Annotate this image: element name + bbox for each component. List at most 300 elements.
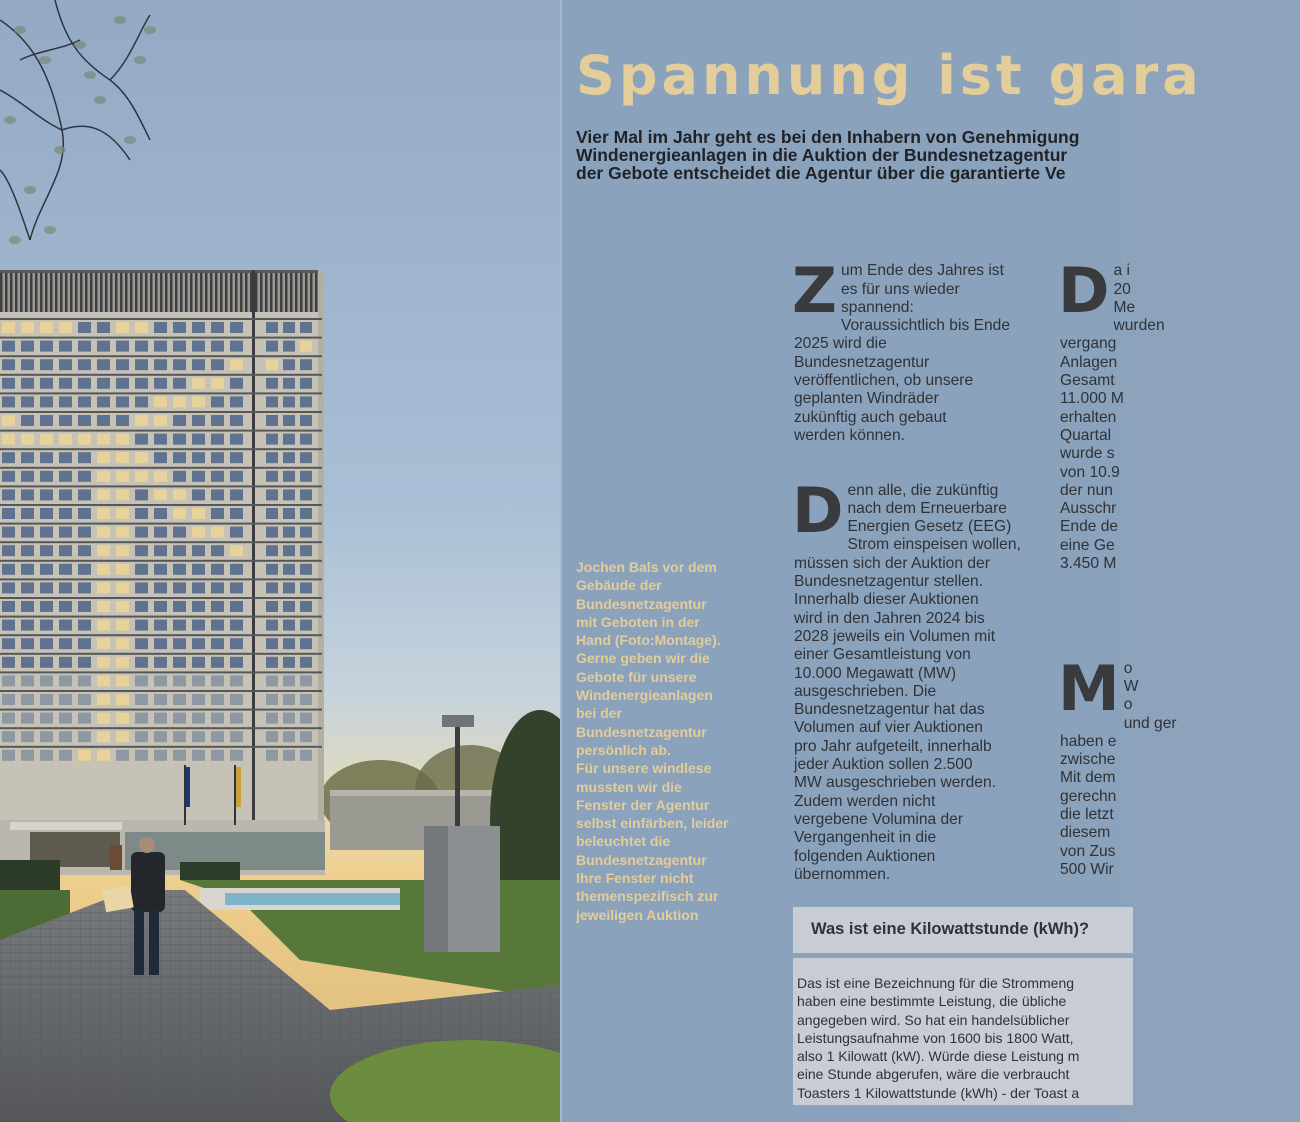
window bbox=[59, 657, 72, 668]
window bbox=[97, 359, 110, 370]
window bbox=[78, 452, 91, 463]
window-lintel bbox=[0, 578, 322, 580]
window-lintel bbox=[0, 392, 322, 394]
window bbox=[192, 582, 205, 593]
window bbox=[116, 359, 129, 370]
window-lintel bbox=[0, 485, 322, 487]
window bbox=[266, 564, 278, 575]
window bbox=[211, 322, 224, 333]
window bbox=[230, 415, 243, 426]
window bbox=[283, 508, 295, 519]
window bbox=[40, 750, 53, 761]
window bbox=[300, 545, 312, 556]
leaf-cluster bbox=[44, 226, 56, 234]
window bbox=[78, 731, 91, 742]
window bbox=[21, 638, 34, 649]
window bbox=[266, 750, 278, 761]
leaf-cluster bbox=[144, 26, 156, 34]
window bbox=[300, 750, 312, 761]
dropcap: M bbox=[1058, 651, 1120, 725]
window bbox=[40, 713, 53, 724]
window bbox=[59, 359, 72, 370]
window bbox=[135, 396, 148, 407]
lit-window bbox=[135, 452, 148, 463]
window bbox=[78, 675, 91, 686]
window bbox=[21, 527, 34, 538]
window bbox=[173, 638, 186, 649]
window bbox=[211, 471, 224, 482]
window bbox=[154, 564, 167, 575]
window bbox=[21, 545, 34, 556]
window bbox=[173, 694, 186, 705]
lit-window bbox=[266, 359, 278, 370]
window bbox=[78, 527, 91, 538]
window bbox=[192, 694, 205, 705]
window bbox=[300, 638, 312, 649]
window bbox=[300, 359, 312, 370]
window bbox=[40, 415, 53, 426]
window bbox=[230, 527, 243, 538]
window bbox=[211, 359, 224, 370]
window bbox=[230, 582, 243, 593]
window bbox=[283, 396, 295, 407]
window bbox=[266, 508, 278, 519]
lit-window bbox=[97, 657, 110, 668]
lit-window bbox=[97, 675, 110, 686]
window bbox=[59, 638, 72, 649]
lit-window bbox=[97, 750, 110, 761]
window bbox=[97, 415, 110, 426]
window bbox=[173, 545, 186, 556]
window bbox=[266, 452, 278, 463]
window bbox=[173, 620, 186, 631]
lit-window bbox=[116, 638, 129, 649]
window bbox=[135, 489, 148, 500]
leaf-cluster bbox=[84, 71, 96, 79]
infobox-text: Das ist eine Bezeichnung für die Strommeng haben eine bestimmte Leistung, die übliche angegeben wird. So hat ein handelsüblicher Leistungsaufnahme von 1600 bis 1800 Watt, also 1 Kilowatt (kW). Würde diese Leistung m eine Stunde abgerufen, wäre die verbraucht Toasters 1 Kilowattstunde (kWh) - der Toast a bbox=[797, 975, 1080, 1101]
window bbox=[154, 545, 167, 556]
window bbox=[173, 582, 186, 593]
window bbox=[300, 396, 312, 407]
window bbox=[116, 378, 129, 389]
photo-caption: Jochen Bals vor dem Gebäude der Bundesnetzagentur mit Geboten in der Hand (Foto:Montage). Gerne geben wir die Gebote für unsere Windenergieanlagen bei der Bundesnetzagentur persönlich ab. Für unsere windlese mussten wir die Fenster der Agentur selbst einfärben, leider beleuchtet die Bundesnetzagentur Ihre Fenster nicht themenspezifisch zur jeweiligen Auktion bbox=[576, 559, 729, 923]
window bbox=[78, 378, 91, 389]
window bbox=[59, 508, 72, 519]
window bbox=[59, 378, 72, 389]
window bbox=[283, 564, 295, 575]
window bbox=[211, 675, 224, 686]
leaf-cluster bbox=[114, 16, 126, 24]
lit-window bbox=[97, 489, 110, 500]
window bbox=[266, 731, 278, 742]
leaf-cluster bbox=[39, 56, 51, 64]
window-lintel bbox=[0, 523, 322, 525]
window bbox=[59, 396, 72, 407]
window bbox=[21, 694, 34, 705]
window-lintel bbox=[0, 541, 322, 543]
window bbox=[154, 638, 167, 649]
lit-window bbox=[97, 601, 110, 612]
window bbox=[78, 582, 91, 593]
window bbox=[154, 620, 167, 631]
window bbox=[59, 452, 72, 463]
lit-window bbox=[40, 434, 53, 445]
window bbox=[40, 545, 53, 556]
leaf-cluster bbox=[4, 116, 16, 124]
window bbox=[78, 508, 91, 519]
lit-window bbox=[116, 694, 129, 705]
window bbox=[154, 582, 167, 593]
window bbox=[211, 750, 224, 761]
window bbox=[283, 713, 295, 724]
window bbox=[211, 341, 224, 352]
window bbox=[154, 434, 167, 445]
leaf-cluster bbox=[14, 26, 26, 34]
window bbox=[211, 489, 224, 500]
body-column-1 bbox=[794, 244, 1034, 902]
window bbox=[283, 359, 295, 370]
window bbox=[2, 694, 15, 705]
window bbox=[21, 396, 34, 407]
window bbox=[40, 731, 53, 742]
window bbox=[173, 750, 186, 761]
window bbox=[266, 582, 278, 593]
window bbox=[230, 713, 243, 724]
window bbox=[97, 341, 110, 352]
window bbox=[300, 508, 312, 519]
paragraph-text: um Ende des Jahres ist es für uns wieder spannend: Voraussichtlich bis Ende 2025 wird die Bundesnetzagentur veröffentlichen, ob unsere geplanten Windräder zukünftig auch gebaut werden können. bbox=[794, 262, 1010, 444]
lit-window bbox=[116, 322, 129, 333]
body-paragraph bbox=[1060, 641, 1300, 879]
window-lintel bbox=[0, 411, 322, 413]
lit-window bbox=[59, 434, 72, 445]
lit-window bbox=[154, 471, 167, 482]
window bbox=[116, 396, 129, 407]
lit-window bbox=[2, 415, 15, 426]
leaf-cluster bbox=[124, 136, 136, 144]
window bbox=[192, 564, 205, 575]
window bbox=[300, 694, 312, 705]
window bbox=[135, 638, 148, 649]
window bbox=[192, 415, 205, 426]
window bbox=[283, 415, 295, 426]
window bbox=[300, 582, 312, 593]
lit-window bbox=[230, 545, 243, 556]
window bbox=[192, 341, 205, 352]
lit-window bbox=[97, 527, 110, 538]
window bbox=[40, 601, 53, 612]
window bbox=[266, 694, 278, 705]
window bbox=[78, 657, 91, 668]
window bbox=[154, 750, 167, 761]
paragraph-text: o W o und ger haben e zwische Mit dem gerechn die letzt diesem von Zus 500 Wir bbox=[1060, 659, 1177, 878]
window-lintel bbox=[0, 430, 322, 432]
window bbox=[266, 620, 278, 631]
window bbox=[2, 452, 15, 463]
window bbox=[2, 675, 15, 686]
window bbox=[2, 620, 15, 631]
window bbox=[192, 601, 205, 612]
window bbox=[230, 601, 243, 612]
window bbox=[21, 601, 34, 612]
window bbox=[40, 638, 53, 649]
window bbox=[266, 396, 278, 407]
window bbox=[97, 396, 110, 407]
window bbox=[192, 620, 205, 631]
lit-window bbox=[116, 564, 129, 575]
window bbox=[211, 620, 224, 631]
window bbox=[59, 713, 72, 724]
window bbox=[59, 601, 72, 612]
window bbox=[173, 341, 186, 352]
window bbox=[266, 527, 278, 538]
lit-window bbox=[97, 508, 110, 519]
lit-window bbox=[116, 731, 129, 742]
lit-window bbox=[116, 657, 129, 668]
window bbox=[266, 601, 278, 612]
window bbox=[211, 508, 224, 519]
window bbox=[135, 582, 148, 593]
window bbox=[59, 489, 72, 500]
window bbox=[135, 359, 148, 370]
window bbox=[192, 638, 205, 649]
lit-window bbox=[97, 471, 110, 482]
window bbox=[230, 341, 243, 352]
lit-window bbox=[173, 396, 186, 407]
window bbox=[211, 396, 224, 407]
window bbox=[211, 564, 224, 575]
lit-window bbox=[78, 750, 91, 761]
window bbox=[211, 657, 224, 668]
window bbox=[283, 378, 295, 389]
window bbox=[2, 545, 15, 556]
window bbox=[116, 341, 129, 352]
window bbox=[230, 638, 243, 649]
window bbox=[192, 489, 205, 500]
window bbox=[40, 396, 53, 407]
window bbox=[78, 694, 91, 705]
window bbox=[266, 434, 278, 445]
window bbox=[283, 545, 295, 556]
window bbox=[2, 601, 15, 612]
window bbox=[266, 713, 278, 724]
window bbox=[2, 359, 15, 370]
window bbox=[59, 564, 72, 575]
window bbox=[40, 657, 53, 668]
window bbox=[135, 545, 148, 556]
lit-window bbox=[78, 434, 91, 445]
window bbox=[154, 322, 167, 333]
window bbox=[21, 489, 34, 500]
leaf-cluster bbox=[134, 56, 146, 64]
window bbox=[192, 452, 205, 463]
window bbox=[59, 750, 72, 761]
window bbox=[300, 657, 312, 668]
window bbox=[78, 601, 91, 612]
lit-window bbox=[300, 341, 312, 352]
window bbox=[2, 508, 15, 519]
lit-window bbox=[135, 415, 148, 426]
window bbox=[192, 471, 205, 482]
window bbox=[300, 471, 312, 482]
window bbox=[300, 731, 312, 742]
window bbox=[2, 527, 15, 538]
window bbox=[173, 359, 186, 370]
lit-window bbox=[230, 359, 243, 370]
window bbox=[135, 527, 148, 538]
window bbox=[116, 750, 129, 761]
article-page bbox=[562, 0, 1203, 1122]
window-lintel bbox=[0, 560, 322, 562]
window-lintel bbox=[0, 690, 322, 692]
window bbox=[78, 545, 91, 556]
window-lintel bbox=[0, 653, 322, 655]
window bbox=[154, 657, 167, 668]
window bbox=[2, 713, 15, 724]
window bbox=[78, 471, 91, 482]
window bbox=[2, 489, 15, 500]
window bbox=[2, 341, 15, 352]
window bbox=[40, 694, 53, 705]
window bbox=[21, 508, 34, 519]
window bbox=[266, 489, 278, 500]
window bbox=[300, 452, 312, 463]
window bbox=[192, 545, 205, 556]
lit-window bbox=[116, 601, 129, 612]
window bbox=[59, 620, 72, 631]
window bbox=[173, 675, 186, 686]
window bbox=[283, 582, 295, 593]
lit-window bbox=[116, 713, 129, 724]
window bbox=[266, 657, 278, 668]
window bbox=[21, 713, 34, 724]
window bbox=[300, 620, 312, 631]
window bbox=[300, 378, 312, 389]
window bbox=[2, 582, 15, 593]
window bbox=[59, 341, 72, 352]
lit-window bbox=[21, 322, 34, 333]
window bbox=[78, 415, 91, 426]
window bbox=[300, 489, 312, 500]
paragraph-text: enn alle, die zukünftig nach dem Erneuerbare Energien Gesetz (EEG) Strom einspeisen wollen, müssen sich der Auktion der Bundesnetzagentur stellen. Innerhalb dieser Auktionen wird in den Jahren 2024 bis 2028 jeweils ein Volumen mit einer Gesamtleistung von 10.000 Megawatt (MW) ausgeschrieben. Die Bundesnetzagentur hat das Volumen auf vier Auktionen pro Jahr aufgeteilt, innerhalb jeder Auktion sollen 2.500 MW ausgeschrieben werden. Zudem werden nicht vergebene Volumina der Vergangenheit in die folgenden Auktionen übernommen. bbox=[794, 481, 1021, 883]
window bbox=[135, 601, 148, 612]
window bbox=[283, 638, 295, 649]
window bbox=[2, 657, 15, 668]
window bbox=[266, 415, 278, 426]
body-column-2 bbox=[1060, 244, 1300, 897]
window bbox=[78, 396, 91, 407]
window bbox=[59, 527, 72, 538]
window bbox=[211, 434, 224, 445]
lit-window bbox=[97, 713, 110, 724]
window bbox=[135, 657, 148, 668]
window bbox=[40, 527, 53, 538]
lit-window bbox=[135, 322, 148, 333]
window bbox=[192, 359, 205, 370]
window bbox=[283, 434, 295, 445]
window bbox=[266, 545, 278, 556]
infobox-title: Was ist eine Kilowattstunde (kWh)? bbox=[811, 920, 1090, 938]
window bbox=[266, 471, 278, 482]
window bbox=[173, 601, 186, 612]
window bbox=[283, 731, 295, 742]
leaf-cluster bbox=[24, 186, 36, 194]
window-lintel bbox=[0, 318, 322, 320]
lit-window bbox=[116, 489, 129, 500]
window bbox=[135, 620, 148, 631]
lit-window bbox=[211, 378, 224, 389]
window bbox=[21, 378, 34, 389]
window bbox=[40, 378, 53, 389]
lit-window bbox=[116, 471, 129, 482]
window bbox=[230, 471, 243, 482]
body-paragraph bbox=[794, 244, 1034, 445]
window bbox=[40, 675, 53, 686]
lit-window bbox=[116, 620, 129, 631]
window bbox=[211, 731, 224, 742]
leaf-cluster bbox=[94, 96, 106, 104]
window bbox=[192, 657, 205, 668]
window bbox=[300, 713, 312, 724]
window bbox=[135, 508, 148, 519]
window bbox=[154, 378, 167, 389]
window bbox=[40, 620, 53, 631]
window bbox=[173, 471, 186, 482]
window bbox=[173, 415, 186, 426]
window bbox=[21, 675, 34, 686]
window bbox=[266, 675, 278, 686]
window-lintel bbox=[0, 671, 322, 673]
lit-window bbox=[192, 396, 205, 407]
window bbox=[283, 657, 295, 668]
window bbox=[173, 731, 186, 742]
window bbox=[173, 378, 186, 389]
window bbox=[135, 713, 148, 724]
window bbox=[154, 359, 167, 370]
window bbox=[135, 750, 148, 761]
window bbox=[300, 675, 312, 686]
window-lintel bbox=[0, 616, 322, 618]
window bbox=[154, 527, 167, 538]
window bbox=[40, 359, 53, 370]
window-lintel bbox=[0, 709, 322, 711]
photo-scene bbox=[0, 0, 561, 1122]
window-lintel bbox=[0, 727, 322, 729]
window bbox=[211, 601, 224, 612]
window bbox=[300, 564, 312, 575]
window-lintel bbox=[0, 448, 322, 450]
window bbox=[211, 452, 224, 463]
window bbox=[78, 489, 91, 500]
lit-window bbox=[173, 508, 186, 519]
window bbox=[154, 452, 167, 463]
window bbox=[230, 620, 243, 631]
window bbox=[192, 434, 205, 445]
window-lintel bbox=[0, 634, 322, 636]
article-headline: Spannung ist gara bbox=[576, 44, 1203, 107]
window bbox=[283, 601, 295, 612]
window bbox=[211, 545, 224, 556]
window bbox=[21, 471, 34, 482]
window bbox=[154, 508, 167, 519]
lit-window bbox=[2, 322, 15, 333]
window-lintel bbox=[0, 597, 322, 599]
window bbox=[173, 322, 186, 333]
window bbox=[230, 378, 243, 389]
window bbox=[300, 527, 312, 538]
window bbox=[283, 489, 295, 500]
article-lead: Vier Mal im Jahr geht es bei den Inhabern von Genehmigung Windenergieanlagen in die Auktion der Bundesnetzagentur der Gebote entscheidet die Agentur über die garantierte Ve bbox=[576, 127, 1080, 183]
